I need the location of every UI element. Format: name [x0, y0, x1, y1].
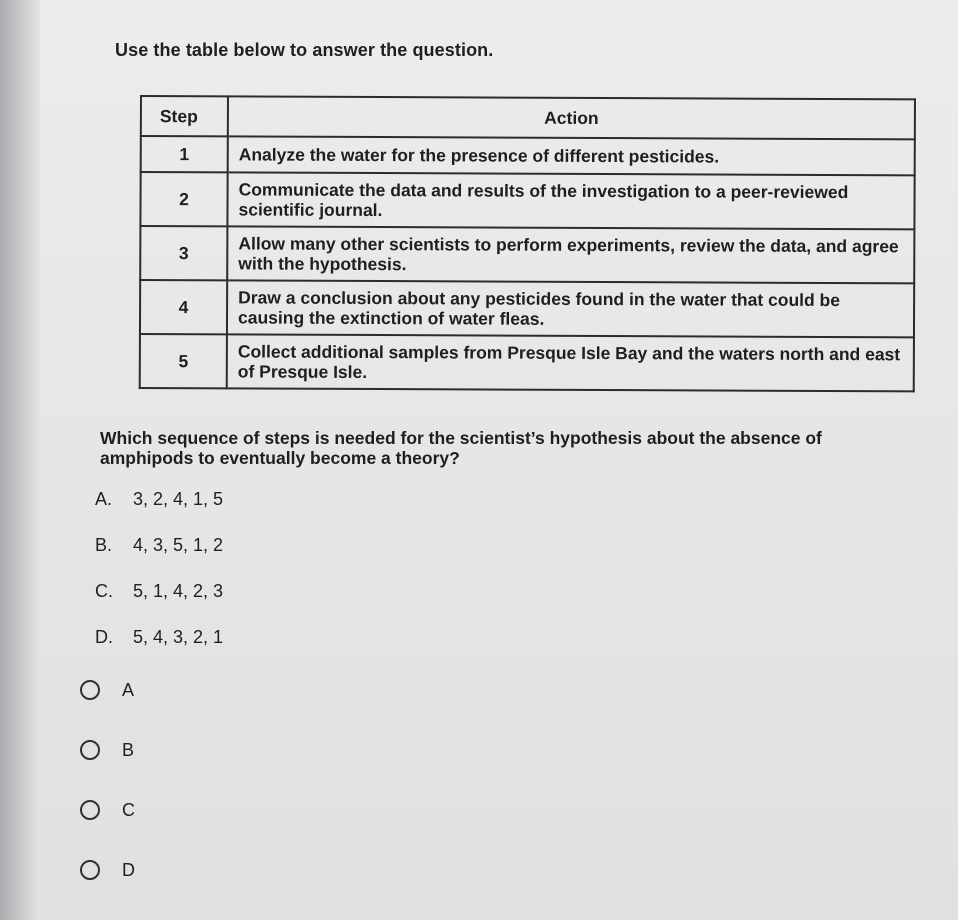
choice-letter: B.: [95, 535, 113, 555]
step-number: 5: [140, 334, 227, 388]
header-step: Step: [141, 96, 228, 136]
step-action: Analyze the water for the presence of different pesticides.: [228, 136, 915, 175]
answer-label-b[interactable]: B: [122, 740, 135, 760]
answer-option-c[interactable]: [80, 790, 135, 850]
table-row: [141, 136, 915, 175]
choice-list: [95, 487, 223, 671]
answer-label-d[interactable]: D: [122, 860, 135, 880]
choice-text: 5, 4, 3, 2, 1: [133, 627, 224, 647]
choice-text: 4, 3, 5, 1, 2: [133, 535, 224, 555]
instructions: Use the table below to answer the question.: [115, 40, 494, 60]
radio-button-a[interactable]: [80, 680, 100, 700]
steps-table: [139, 95, 916, 392]
choice-letter: A.: [95, 489, 113, 509]
answer-label-a[interactable]: A: [122, 680, 135, 700]
choice-item: [95, 579, 223, 625]
choice-text: 5, 1, 4, 2, 3: [133, 581, 224, 601]
screen-bezel: [0, 0, 40, 920]
choice-item: [95, 533, 223, 579]
question-text: Which sequence of steps is needed for the scientist’s hypothesis about the absence of amphipods to eventually become a theory?: [100, 428, 822, 468]
choice-letter: D.: [95, 627, 113, 647]
step-number: 4: [140, 280, 227, 334]
choice-item: [95, 625, 223, 671]
radio-button-b[interactable]: [80, 740, 100, 760]
step-action: Communicate the data and results of the investigation to a peer-reviewed scientific journal.: [227, 172, 914, 229]
table-row: [140, 334, 914, 391]
answer-option-b[interactable]: [80, 730, 135, 790]
step-number: 3: [140, 226, 227, 280]
choice-text: 3, 2, 4, 1, 5: [133, 489, 224, 509]
table-row: [140, 280, 914, 337]
table-row: [140, 226, 914, 283]
step-action: Draw a conclusion about any pesticides found in the water that could be causing the extinction of water fleas.: [227, 280, 914, 337]
answer-label-c[interactable]: C: [122, 800, 135, 820]
header-action: Action: [228, 96, 915, 139]
answer-option-a[interactable]: [80, 670, 135, 730]
step-action: Allow many other scientists to perform experiments, review the data, and agree with the hypothesis.: [227, 226, 914, 283]
step-number: 1: [141, 136, 228, 172]
choice-letter: C.: [95, 581, 113, 601]
radio-button-d[interactable]: [80, 860, 100, 880]
answer-radio-group: [80, 670, 135, 910]
table-header-row: [141, 96, 915, 139]
choice-item: [95, 487, 223, 533]
step-action: Collect additional samples from Presque Isle Bay and the waters north and east of Presque Isle.: [227, 334, 914, 391]
step-number: 2: [140, 172, 227, 226]
table-row: [140, 172, 914, 229]
radio-button-c[interactable]: [80, 800, 100, 820]
answer-option-d[interactable]: [80, 850, 135, 910]
